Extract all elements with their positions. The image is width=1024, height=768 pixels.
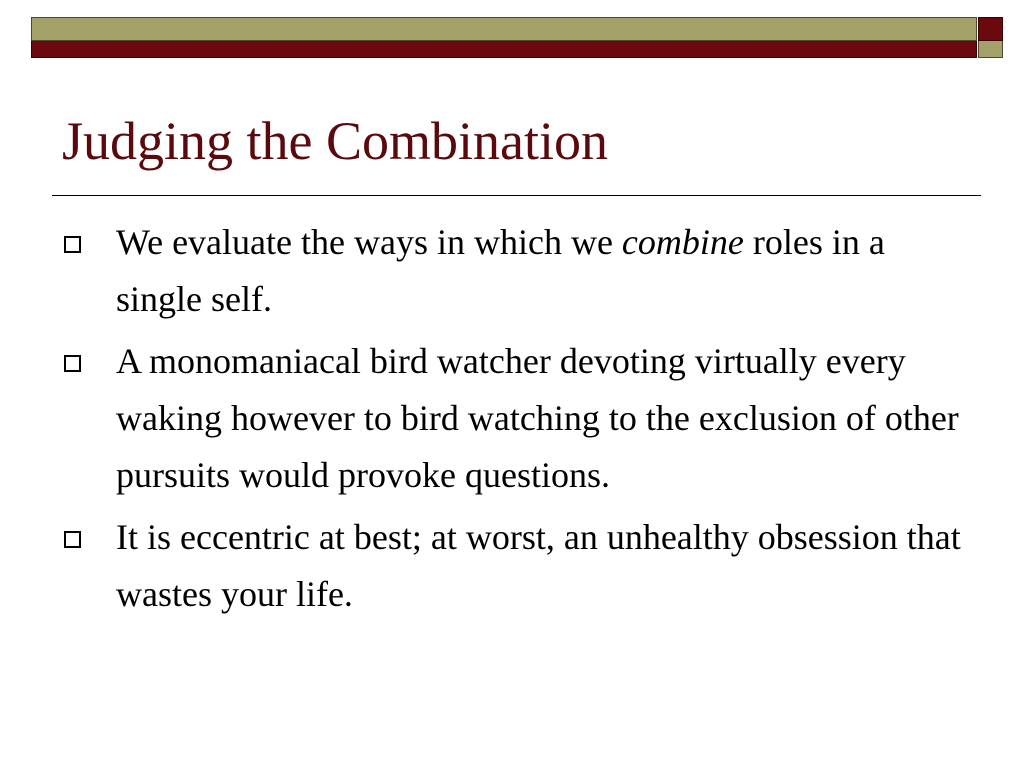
header-square-maroon: [978, 17, 1003, 41]
bullet-text-1-part-a: We evaluate the ways in which we: [116, 222, 622, 262]
header-square-olive: [978, 41, 1003, 58]
bullet-text-1-part-b: roles in a single self.: [116, 222, 885, 319]
hollow-square-bullet-icon: [64, 355, 81, 372]
bullet-item-1: [62, 214, 962, 328]
slide-title: Judging the Combination: [62, 111, 608, 171]
header-band-olive: [31, 17, 977, 41]
bullet-text-2: A monomaniacal bird watcher devoting virtually every waking however to bird watching to the exclusion of other pursuits would provoke questions.: [116, 341, 959, 495]
bullet-text-1: [116, 222, 885, 319]
hollow-square-bullet-icon: [64, 531, 81, 548]
bullet-list: [62, 214, 962, 628]
header-band-maroon: [31, 41, 977, 58]
bullet-item-3: [62, 509, 962, 623]
hollow-square-bullet-icon: [64, 236, 81, 253]
bullet-text-1-emphasis: combine: [621, 222, 744, 262]
bullet-text-3: It is eccentric at best; at worst, an unhealthy obsession that wastes your life.: [116, 517, 961, 614]
title-divider: [52, 195, 981, 196]
bullet-item-2: [62, 333, 962, 504]
